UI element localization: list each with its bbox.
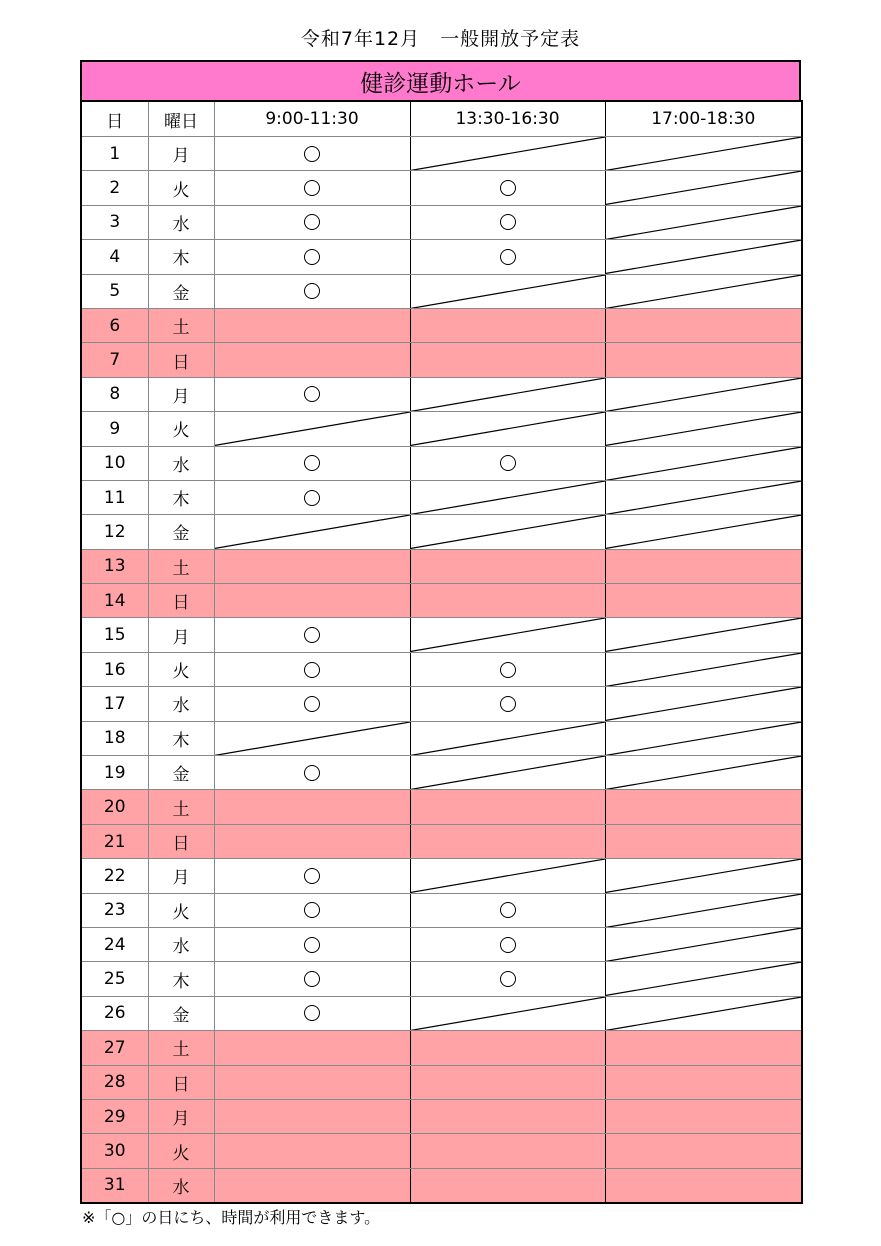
table-row [81,790,802,824]
available-slot [214,996,410,1030]
available-slot [410,171,605,205]
weekday-cell: 日 [148,584,214,618]
diagonal-slash-icon [411,137,605,170]
available-slot [214,137,410,171]
weekday-cell: 水 [148,205,214,239]
day-cell: 1 [81,137,148,171]
day-cell: 5 [81,274,148,308]
closed-slot [605,584,802,618]
diagonal-slash-icon [606,928,802,961]
weekday-cell: 水 [148,687,214,721]
diagonal-slash-icon [411,756,605,789]
diagonal-slash-icon [606,722,802,755]
circle-icon [500,696,516,712]
closed-slot [410,1065,605,1099]
diagonal-slash-icon [606,515,802,548]
table-row [81,274,802,308]
table-row [81,171,802,205]
weekday-cell: 木 [148,480,214,514]
day-cell: 30 [81,1134,148,1168]
unavailable-slot [605,137,802,171]
day-cell: 6 [81,308,148,342]
weekday-cell: 水 [148,927,214,961]
weekday-cell: 月 [148,137,214,171]
unavailable-slot [214,412,410,446]
closed-slot [605,1031,802,1065]
weekday-cell: 火 [148,171,214,205]
weekday-cell: 火 [148,893,214,927]
circle-icon [304,937,320,953]
diagonal-slash-icon [606,618,802,651]
available-slot [214,893,410,927]
circle-icon [304,386,320,402]
closed-slot [214,1168,410,1203]
circle-icon [304,180,320,196]
unavailable-slot [410,377,605,411]
closed-slot [214,343,410,377]
weekday-cell: 金 [148,515,214,549]
circle-icon [304,490,320,506]
day-cell: 9 [81,412,148,446]
circle-icon [304,455,320,471]
weekday-cell: 月 [148,1099,214,1133]
diagonal-slash-icon [606,859,802,892]
table-row [81,412,802,446]
closed-slot [214,584,410,618]
day-cell: 2 [81,171,148,205]
weekday-cell: 土 [148,790,214,824]
table-row [81,137,802,171]
available-slot [214,171,410,205]
weekday-cell: 水 [148,1168,214,1203]
day-cell: 21 [81,824,148,858]
table-row [81,1065,802,1099]
weekday-cell: 火 [148,1134,214,1168]
closed-slot [605,1065,802,1099]
diagonal-slash-icon [606,137,802,170]
day-cell: 31 [81,1168,148,1203]
table-row [81,549,802,583]
unavailable-slot [605,377,802,411]
diagonal-slash-icon [606,653,802,686]
table-row [81,240,802,274]
day-cell: 14 [81,584,148,618]
closed-slot [605,549,802,583]
diagonal-slash-icon [606,378,802,411]
unavailable-slot [605,893,802,927]
available-slot [410,687,605,721]
table-row [81,205,802,239]
closed-slot [214,1099,410,1133]
diagonal-slash-icon [606,687,802,720]
weekday-cell: 土 [148,308,214,342]
diagonal-slash-icon [411,515,605,548]
circle-icon [304,902,320,918]
day-cell: 16 [81,652,148,686]
diagonal-slash-icon [411,997,605,1030]
circle-icon [304,971,320,987]
column-header-weekday: 曜日 [148,101,214,137]
closed-slot [410,824,605,858]
available-slot [214,274,410,308]
day-cell: 28 [81,1065,148,1099]
unavailable-slot [410,996,605,1030]
weekday-cell: 火 [148,412,214,446]
column-header-day: 日 [81,101,148,137]
weekday-cell: 木 [148,962,214,996]
unavailable-slot [605,687,802,721]
weekday-cell: 日 [148,1065,214,1099]
unavailable-slot [410,412,605,446]
unavailable-slot [605,171,802,205]
table-row [81,446,802,480]
unavailable-slot [605,446,802,480]
day-cell: 25 [81,962,148,996]
closed-slot [410,343,605,377]
diagonal-slash-icon [606,240,802,273]
diagonal-slash-icon [215,412,410,445]
table-row [81,1099,802,1133]
closed-slot [214,1065,410,1099]
column-header-afternoon: 13:30-16:30 [410,101,605,137]
table-row [81,1031,802,1065]
table-row [81,859,802,893]
weekday-cell: 月 [148,618,214,652]
table-row [81,687,802,721]
day-cell: 18 [81,721,148,755]
circle-icon [500,662,516,678]
table-row [81,756,802,790]
table-row [81,893,802,927]
unavailable-slot [605,996,802,1030]
circle-icon [304,283,320,299]
circle-icon [304,627,320,643]
diagonal-slash-icon [411,378,605,411]
unavailable-slot [410,721,605,755]
unavailable-slot [605,721,802,755]
weekday-cell: 日 [148,824,214,858]
table-row [81,824,802,858]
closed-slot [214,549,410,583]
diagonal-slash-icon [411,412,605,445]
day-cell: 3 [81,205,148,239]
circle-icon [304,214,320,230]
closed-slot [605,1168,802,1203]
unavailable-slot [605,756,802,790]
table-row [81,962,802,996]
diagonal-slash-icon [606,756,802,789]
unavailable-slot [605,515,802,549]
closed-slot [214,790,410,824]
circle-icon [500,180,516,196]
header-row [81,101,802,137]
unavailable-slot [410,480,605,514]
table-row [81,1134,802,1168]
day-cell: 7 [81,343,148,377]
day-cell: 12 [81,515,148,549]
closed-slot [605,343,802,377]
weekday-cell: 月 [148,859,214,893]
table-row [81,515,802,549]
weekday-cell: 金 [148,756,214,790]
day-cell: 26 [81,996,148,1030]
day-cell: 27 [81,1031,148,1065]
diagonal-slash-icon [411,618,605,651]
diagonal-slash-icon [606,171,802,204]
diagonal-slash-icon [606,412,802,445]
closed-slot [410,1099,605,1133]
closed-slot [214,824,410,858]
circle-icon [304,868,320,884]
diagonal-slash-icon [411,722,605,755]
closed-slot [605,1134,802,1168]
table-row [81,343,802,377]
available-slot [214,859,410,893]
unavailable-slot [605,618,802,652]
available-slot [214,205,410,239]
available-slot [410,446,605,480]
unavailable-slot [605,652,802,686]
footnote: ※「○」の日にち、時間が利用できます。 [82,1208,381,1227]
table-row [81,584,802,618]
available-slot [214,480,410,514]
day-cell: 23 [81,893,148,927]
diagonal-slash-icon [411,275,605,308]
available-slot [214,618,410,652]
available-slot [410,652,605,686]
available-slot [214,927,410,961]
day-cell: 13 [81,549,148,583]
available-slot [214,756,410,790]
diagonal-slash-icon [606,894,802,927]
diagonal-slash-icon [411,859,605,892]
available-slot [410,240,605,274]
day-cell: 20 [81,790,148,824]
unavailable-slot [410,274,605,308]
day-cell: 22 [81,859,148,893]
day-cell: 24 [81,927,148,961]
circle-icon [304,249,320,265]
circle-icon [500,971,516,987]
day-cell: 4 [81,240,148,274]
diagonal-slash-icon [606,962,802,995]
weekday-cell: 月 [148,377,214,411]
column-header-morning: 9:00-11:30 [214,101,410,137]
weekday-cell: 木 [148,721,214,755]
unavailable-slot [410,137,605,171]
unavailable-slot [605,240,802,274]
table-row [81,480,802,514]
closed-slot [410,1168,605,1203]
diagonal-slash-icon [215,722,410,755]
diagonal-slash-icon [411,481,605,514]
circle-icon [500,902,516,918]
circle-icon [304,1005,320,1021]
circle-icon [500,455,516,471]
closed-slot [410,1134,605,1168]
circle-icon [500,937,516,953]
available-slot [214,446,410,480]
unavailable-slot [605,205,802,239]
weekday-cell: 土 [148,549,214,583]
page-title: 令和7年12月 一般開放予定表 [300,28,581,50]
diagonal-slash-icon [606,447,802,480]
table-row [81,652,802,686]
diagonal-slash-icon [606,997,802,1030]
diagonal-slash-icon [606,206,802,239]
circle-icon [500,249,516,265]
weekday-cell: 日 [148,343,214,377]
day-cell: 19 [81,756,148,790]
day-cell: 15 [81,618,148,652]
unavailable-slot [605,859,802,893]
table-row [81,927,802,961]
circle-icon [304,696,320,712]
diagonal-slash-icon [215,515,410,548]
available-slot [214,652,410,686]
weekday-cell: 金 [148,274,214,308]
day-cell: 11 [81,480,148,514]
available-slot [410,893,605,927]
facility-name: 健診運動ホール [80,60,801,100]
diagonal-slash-icon [606,481,802,514]
available-slot [410,927,605,961]
diagonal-slash-icon [606,275,802,308]
table-row [81,721,802,755]
closed-slot [214,308,410,342]
day-cell: 8 [81,377,148,411]
available-slot [214,240,410,274]
available-slot [410,962,605,996]
closed-slot [605,308,802,342]
circle-icon [500,214,516,230]
schedule-body [81,137,802,1204]
available-slot [214,377,410,411]
closed-slot [214,1134,410,1168]
day-cell: 17 [81,687,148,721]
closed-slot [410,584,605,618]
closed-slot [410,549,605,583]
available-slot [410,205,605,239]
closed-slot [410,308,605,342]
closed-slot [410,790,605,824]
circle-icon [304,146,320,162]
table-row [81,1168,802,1203]
weekday-cell: 水 [148,446,214,480]
weekday-cell: 土 [148,1031,214,1065]
unavailable-slot [605,927,802,961]
unavailable-slot [410,618,605,652]
day-cell: 29 [81,1099,148,1133]
weekday-cell: 火 [148,652,214,686]
weekday-cell: 金 [148,996,214,1030]
weekday-cell: 木 [148,240,214,274]
closed-slot [410,1031,605,1065]
table-row [81,618,802,652]
table-row [81,377,802,411]
unavailable-slot [605,962,802,996]
available-slot [214,687,410,721]
unavailable-slot [605,274,802,308]
table-row [81,308,802,342]
available-slot [214,962,410,996]
unavailable-slot [214,515,410,549]
unavailable-slot [410,515,605,549]
unavailable-slot [214,721,410,755]
closed-slot [605,1099,802,1133]
unavailable-slot [605,480,802,514]
unavailable-slot [410,859,605,893]
circle-icon [304,662,320,678]
unavailable-slot [605,412,802,446]
schedule-table [80,100,803,1204]
circle-icon [304,765,320,781]
table-row [81,996,802,1030]
closed-slot [605,790,802,824]
day-cell: 10 [81,446,148,480]
unavailable-slot [410,756,605,790]
closed-slot [214,1031,410,1065]
schedule-sheet [80,60,801,1204]
column-header-evening: 17:00-18:30 [605,101,802,137]
closed-slot [605,824,802,858]
